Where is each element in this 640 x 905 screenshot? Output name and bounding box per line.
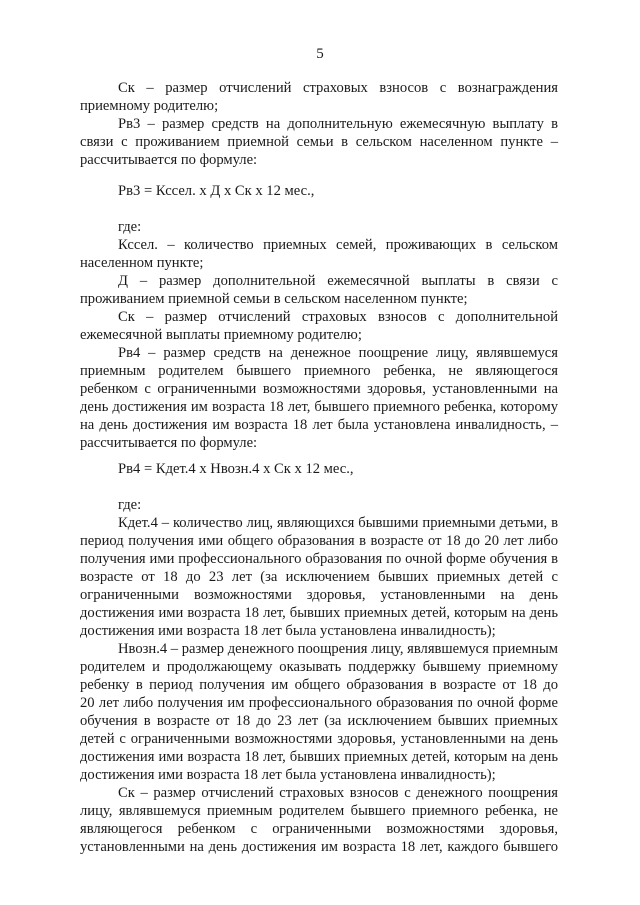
text-line: лицу, являвшемуся приемным родителем бывшего приемного ребенка, не — [80, 803, 558, 819]
text-line: родителем и продолжающему оказывать поддержку бывшему приемному — [80, 659, 558, 675]
formula: Рв4 = Кдет.4 х Нвозн.4 х Ск х 12 мес., — [118, 461, 354, 477]
text-line: 20 лет либо получения им профессионального образования по очной форме — [80, 695, 558, 711]
text-line: приемному родителю; — [80, 98, 219, 114]
text-line: где: — [118, 219, 142, 235]
text-line: обучения в возрасте от 18 до 23 лет (за исключением бывших приемных — [80, 713, 558, 729]
text-line: Д – размер дополнительной ежемесячной выплаты в связи с — [118, 273, 558, 289]
text-line: ребенку в период получения им общего образования в возрасте от 18 до — [80, 677, 558, 693]
text-line: достижения ими возраста 18 лет, бывших приемных детей, которым на день — [80, 749, 558, 765]
text-line: достижения ими возраста 18 лет была установлена инвалидность); — [80, 767, 496, 783]
text-line: Кдет.4 – количество лиц, являющихся бывшими приемными детьми, в — [118, 515, 558, 531]
text-line: получения ими профессионального образования по очной форме обучения в — [80, 551, 558, 567]
text-line: ребенком с ограниченными возможностями здоровья, установленными на — [80, 381, 558, 397]
text-line: Рв3 – размер средств на дополнительную ежемесячную выплату в — [118, 116, 558, 132]
text-line: приемным родителем бывшего приемного ребенка, не являющегося — [80, 363, 558, 379]
text-line: рассчитывается по формуле: — [80, 152, 258, 168]
text-line: Рв4 – размер средств на денежное поощрение лицу, являвшемуся — [118, 345, 558, 361]
text-line: достижения ими возраста 18 лет была установлена инвалидность); — [80, 623, 496, 639]
text-line: Ск – размер отчислений страховых взносов с денежного поощрения — [118, 785, 558, 801]
text-line: являющегося ребенком с ограниченными возможностями здоровья, — [80, 821, 558, 837]
text-line: детей с ограниченными возможностями здоровья, установленными на день — [80, 731, 558, 747]
text-line: достижения ими возраста 18 лет, бывших приемных детей, которым на день — [80, 605, 558, 621]
text-line: ежемесячной выплаты приемному родителю; — [80, 327, 362, 343]
text-line: связи с проживанием приемной семьи в сельском населенном пункте – — [80, 134, 558, 150]
text-line: период получения ими общего образования в возрасте от 18 до 20 лет либо — [80, 533, 558, 549]
text-line: Кссел. – количество приемных семей, проживающих в сельском — [118, 237, 558, 253]
text-line: Ск – размер отчислений страховых взносов с дополнительной — [118, 309, 558, 325]
text-line: проживанием приемной семьи в сельском населенном пункте; — [80, 291, 468, 307]
text-line: ограниченными возможностями здоровья, установленными на день — [80, 587, 558, 603]
text-line: рассчитывается по формуле: — [80, 435, 258, 451]
page-number: 5 — [316, 46, 324, 62]
text-line: Нвозн.4 – размер денежного поощрения лицу, являвшемуся приемным — [118, 641, 558, 657]
text-line: возрасте от 18 до 23 лет (за исключением бывших приемных детей с — [80, 569, 558, 585]
text-line: населенном пункте; — [80, 255, 204, 271]
text-line: где: — [118, 497, 142, 513]
text-line: день достижения им возраста 18 лет, бывшего приемного ребенка, которому — [80, 399, 558, 415]
text-line: установленными на день достижения им возраста 18 лет, каждого бывшего — [80, 839, 558, 855]
text-line: Ск – размер отчислений страховых взносов с вознаграждения — [118, 80, 558, 96]
formula: Рв3 = Кссел. х Д х Ск х 12 мес., — [118, 183, 315, 199]
text-line: на день достижения им возраста 18 лет была установлена инвалидность, – — [80, 417, 558, 433]
